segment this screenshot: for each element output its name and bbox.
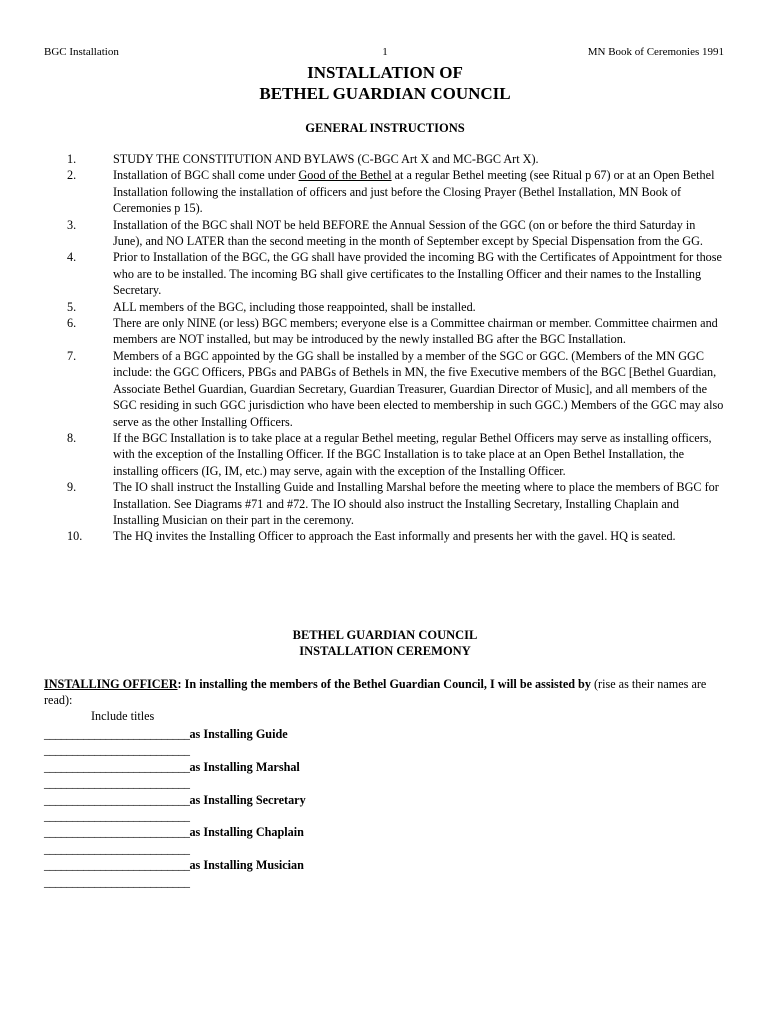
instruction-item: [44, 315, 727, 348]
instruction-item: [44, 479, 727, 528]
item-number: 10.: [67, 529, 83, 544]
statement-bold-text: In installing the members of the Bethel Guardian Council, I will be assisted by: [181, 677, 591, 691]
statement-direction: (rise as their names are read):: [44, 677, 707, 708]
speaker-label: INSTALLING OFFICER: [44, 677, 178, 691]
instruction-item: [44, 167, 727, 216]
slot-title-line: [44, 874, 644, 890]
title-blank[interactable]: __________________________: [44, 776, 190, 791]
assistant-slots: [44, 726, 644, 890]
instruction-item: [44, 348, 727, 430]
role-label: as Installing Guide: [189, 727, 288, 741]
slot-title-line: [44, 742, 644, 758]
slot-installing-guide: [44, 726, 644, 742]
item-text: STUDY THE CONSTITUTION AND BYLAWS (C-BGC Art X and MC-BGC Art X).: [113, 152, 539, 166]
item-number: 8.: [67, 430, 77, 445]
name-blank[interactable]: __________________________: [44, 727, 190, 741]
item-text: The HQ invites the Installing Officer to approach the East informally and presents her with the gavel. HQ is seated.: [113, 529, 676, 544]
underlined-phrase: Good of the Bethel: [298, 168, 392, 183]
role-label: as Installing Secretary: [189, 792, 306, 807]
role-label: as Installing Chaplain: [189, 825, 304, 840]
item-text: Installation of the BGC shall NOT be held BEFORE the Annual Session of the GGC (on or before the third Saturday in June), and NO LATER than the second meeting in the month of September except by Special Dispensation from the GG.: [113, 217, 703, 249]
slot-title-line: [44, 841, 644, 857]
title-line-2: BETHEL GUARDIAN COUNCIL: [259, 84, 511, 103]
instruction-item: [44, 249, 727, 298]
item-number: 2.: [67, 168, 77, 183]
item-text: There are only NINE (or less) BGC members; everyone else is a Committee chairman or member. Committee chairmen and members are NOT installed, but may be introduced by the newly installed BG after the BGC Installation.: [113, 316, 718, 347]
title-blank[interactable]: __________________________: [44, 743, 190, 758]
speaker-colon: :: [177, 677, 182, 691]
document-title: [0, 62, 770, 104]
slot-installing-chaplain: [44, 824, 644, 840]
ceremony-line-2: INSTALLATION CEREMONY: [299, 644, 471, 659]
item-number: 5.: [67, 299, 77, 314]
item-number: 4.: [67, 250, 77, 265]
slot-title-line: [44, 775, 644, 791]
instruction-item: [44, 528, 727, 544]
title-blank[interactable]: __________________________: [44, 874, 190, 889]
ceremony-line-1: BETHEL GUARDIAN COUNCIL: [292, 628, 478, 642]
item-text-after: at a regular Bethel meeting (see Ritual p 67) or at an Open Bethel Installation following the installation of officers and just before the Closing Prayer (Bethel Installation, MN Book of Ceremonies p 15).: [113, 168, 715, 216]
name-blank[interactable]: __________________________: [44, 858, 190, 873]
instruction-item: [44, 430, 727, 479]
name-blank[interactable]: __________________________: [44, 792, 190, 807]
instruction-item: [44, 217, 727, 250]
title-blank[interactable]: __________________________: [44, 809, 190, 824]
running-header-right: MN Book of Ceremonies 1991: [587, 46, 724, 58]
item-text: If the BGC Installation is to take place at a regular Bethel meeting, regular Bethel Officers may serve as installing officers, with the exception of the Installing Officer. If the BGC Installation is to take place at an Open Bethel Installation, the installing officers (IG, IM, etc.) may serve, again with the exception of the Installing Officer.: [113, 430, 712, 478]
running-header-left: BGC Installation: [44, 46, 119, 58]
name-blank[interactable]: __________________________: [44, 825, 190, 840]
title-blank[interactable]: __________________________: [44, 841, 190, 856]
slot-installing-secretary: [44, 792, 644, 808]
item-number: 3.: [67, 217, 77, 232]
slot-title-line: [44, 808, 644, 824]
title-line-1: INSTALLATION OF: [307, 63, 463, 82]
ceremony-heading: [0, 627, 770, 660]
general-instructions-heading: GENERAL INSTRUCTIONS: [305, 121, 465, 135]
item-number: 1.: [67, 152, 77, 166]
item-text: Members of a BGC appointed by the GG shall be installed by a member of the SGC or GGC. (Members of the MN GGC include: the GGC Officers, PBGs and PABGs of Bethels in MN, the five Executive members of the BGC [Bethel Guardian, Associate Bethel Guardian, Guardian Secretary, Guardian Treasurer, Guardian Director of Music], and all members of the SGC residing in such GGC jurisdiction who have been elected to membership in such GGC.) Members of the GGC may also serve as the other Installing Officers.: [113, 348, 724, 429]
slot-installing-marshal: [44, 759, 644, 775]
page-number: 1: [382, 46, 388, 58]
item-number: 7.: [67, 348, 77, 363]
slot-installing-musician: [44, 857, 644, 873]
installing-officer-statement: [44, 676, 727, 709]
item-number: 9.: [67, 480, 77, 495]
role-label: as Installing Musician: [189, 858, 304, 873]
role-label: as Installing Marshal: [189, 759, 300, 774]
instructions-list: [44, 151, 727, 545]
name-blank[interactable]: __________________________: [44, 759, 190, 774]
item-number: 6.: [67, 316, 77, 331]
item-text: Prior to Installation of the BGC, the GG shall have provided the incoming BG with the Certificates of Appointment for those who are to be installed. The incoming BG shall give certificates to the Installing Officer and their names to the Installing Secretary.: [113, 250, 722, 298]
instruction-item: [44, 299, 727, 315]
include-titles-note: Include titles: [91, 709, 155, 723]
item-text: The IO shall instruct the Installing Guide and Installing Marshal before the meeting where to place the members of BGC for Installation. See Diagrams #71 and #72. The IO should also instruct the Installing Secretary, Installing Chaplain and Installing Musician on their part in the ceremony.: [113, 480, 719, 527]
item-text-before: Installation of BGC shall come under: [113, 168, 299, 183]
item-text: ALL members of the BGC, including those reappointed, shall be installed.: [113, 299, 476, 314]
instruction-item: [44, 151, 727, 167]
